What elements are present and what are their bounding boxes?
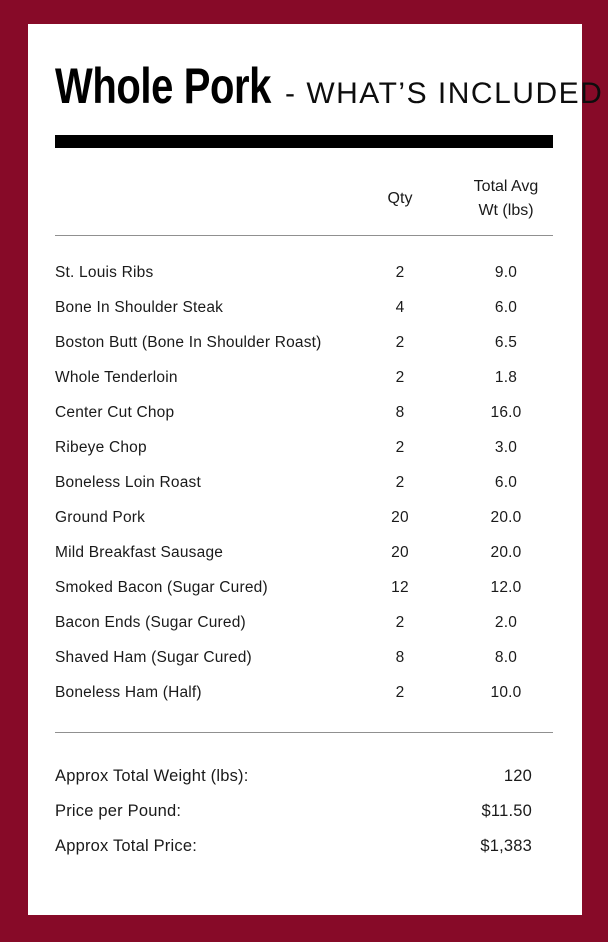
item-name: Center Cut Chop [55, 404, 175, 421]
table-row [55, 675, 553, 710]
header-divider-line [55, 235, 553, 236]
table-row [55, 605, 553, 640]
table-row [55, 535, 553, 570]
item-qty: 2 [395, 614, 405, 631]
total-label: Price per Pound: [55, 802, 182, 820]
item-weight: 16.0 [490, 404, 522, 421]
item-weight: 20.0 [490, 544, 522, 561]
table-row [55, 500, 553, 535]
item-weight: 6.0 [494, 474, 518, 491]
total-label: Approx Total Weight (lbs): [55, 767, 249, 785]
item-name: Boston Butt (Bone In Shoulder Roast) [55, 334, 322, 351]
total-value: $11.50 [481, 802, 532, 820]
item-weight: 6.5 [494, 334, 518, 351]
item-qty: 20 [391, 509, 409, 526]
totals-divider-line [55, 732, 553, 733]
item-name: Shaved Ham (Sugar Cured) [55, 649, 252, 666]
subtitle-text: - WHAT’S INCLUDED [285, 77, 604, 110]
divider-bar [55, 135, 553, 148]
item-weight: 20.0 [490, 509, 522, 526]
item-weight: 1.8 [494, 369, 518, 386]
total-row [55, 759, 553, 794]
column-header-item [55, 175, 341, 223]
item-name: Whole Tenderloin [55, 369, 178, 386]
total-value: $1,383 [480, 837, 532, 855]
table-row [55, 570, 553, 605]
title-text: Whole Pork [55, 58, 272, 114]
content-card [28, 24, 604, 915]
item-qty: 2 [395, 264, 405, 281]
item-name: Mild Breakfast Sausage [55, 544, 224, 561]
item-weight: 6.0 [494, 299, 518, 316]
page-title [55, 57, 604, 114]
item-qty: 2 [395, 439, 405, 456]
item-name: Ribeye Chop [55, 439, 147, 456]
item-qty: 20 [391, 544, 409, 561]
item-qty: 12 [391, 579, 409, 596]
item-weight: 12.0 [490, 579, 522, 596]
item-name: Boneless Loin Roast [55, 474, 201, 491]
item-name: St. Louis Ribs [55, 264, 154, 281]
item-name: Bacon Ends (Sugar Cured) [55, 614, 246, 631]
table-row [55, 325, 553, 360]
item-name: Ground Pork [55, 509, 146, 526]
total-label: Approx Total Price: [55, 837, 197, 855]
column-header-weight-line1: Total Avg [473, 178, 539, 195]
item-name: Bone In Shoulder Steak [55, 299, 224, 316]
column-header-weight-line2: Wt (lbs) [478, 202, 534, 219]
table-row [55, 290, 553, 325]
title-wrap [55, 57, 278, 115]
table-row [55, 640, 553, 675]
item-name: Smoked Bacon (Sugar Cured) [55, 579, 268, 596]
table-row [55, 430, 553, 465]
column-header-qty: Qty [387, 190, 413, 207]
totals-section [55, 759, 553, 864]
item-name: Boneless Ham (Half) [55, 684, 202, 701]
item-qty: 2 [395, 334, 405, 351]
table-row [55, 395, 553, 430]
total-row [55, 829, 553, 864]
total-value: 120 [503, 767, 532, 785]
item-qty: 8 [395, 404, 405, 421]
table-row [55, 255, 553, 290]
items-table [55, 255, 553, 710]
item-qty: 2 [395, 369, 405, 386]
item-qty: 4 [395, 299, 405, 316]
table-header-row [55, 175, 553, 223]
item-qty: 2 [395, 684, 405, 701]
table-row [55, 465, 553, 500]
item-weight: 10.0 [490, 684, 522, 701]
item-qty: 8 [395, 649, 405, 666]
item-weight: 8.0 [494, 649, 518, 666]
item-qty: 2 [395, 474, 405, 491]
item-weight: 9.0 [494, 264, 518, 281]
table-row [55, 360, 553, 395]
total-row [55, 794, 553, 829]
column-header-weight [459, 175, 553, 223]
item-weight: 3.0 [494, 439, 518, 456]
item-weight: 2.0 [494, 614, 518, 631]
